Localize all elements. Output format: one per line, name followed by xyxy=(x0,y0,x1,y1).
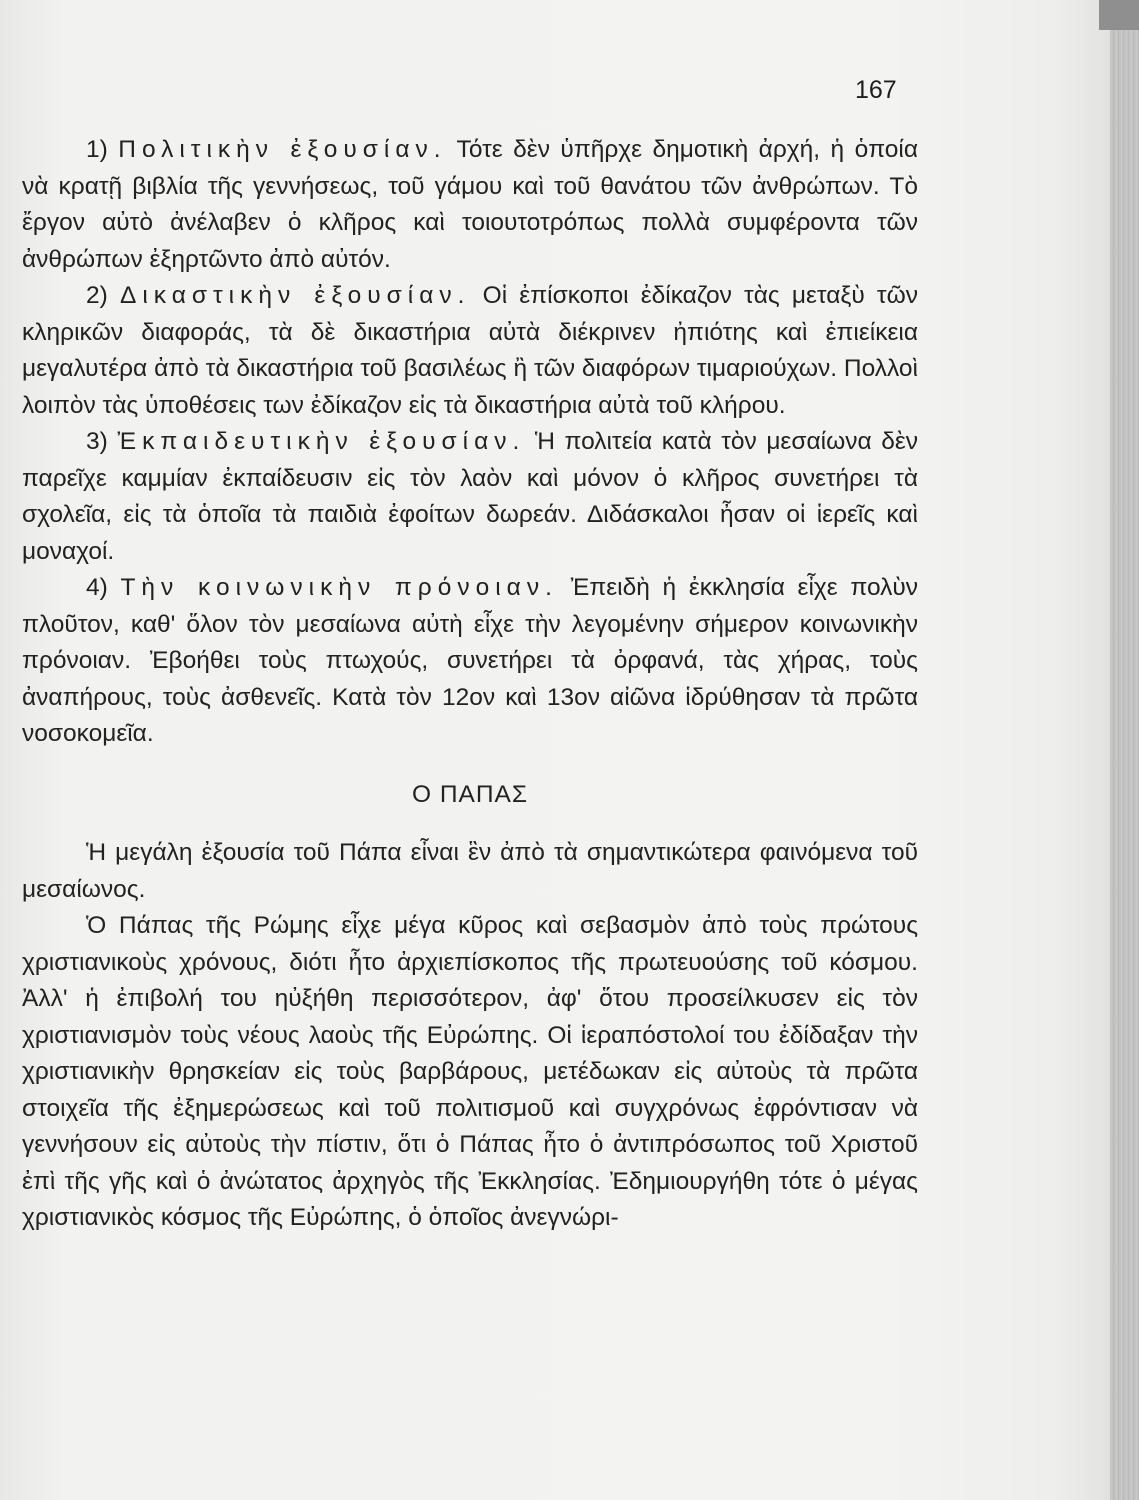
section-term: Δικαστικὴν ἐξουσίαν. xyxy=(119,282,471,309)
book-page-edges xyxy=(1110,0,1139,1500)
section-educational xyxy=(22,424,918,570)
body-paragraph: Ὁ Πάπας τῆς Ρώμης εἶχε μέγα κῦρος καὶ σεβασμὸν ἀπὸ τοὺς πρώτους χριστιανικοὺς χρόνους, διότι ἦτο ἀρχιεπίσκοπος τῆς πρωτευούσης τοῦ κόσμου. Ἀλλ' ἡ ἐπιβολή του ηὐξήθη περισσότερον, ἀφ' ὅτου προσείλκυσεν εἰς τὸν χριστιανισμὸν τοὺς νέους λαοὺς τῆς Εὐρώπης. Οἱ ἱεραπόστολοί του ἐδίδαξαν τὴν χριστιανικὴν θρησκείαν εἰς τοὺς βαρβάρους, μετέδωκαν εἰς αὐτοὺς τὰ πρῶτα στοιχεῖα τῆς ἐξημερώσεως καὶ τοῦ πολιτισμοῦ καὶ συγχρόνως ἐφρόντισαν νὰ γεννήσουν εἰς αὐτοὺς τὴν πίστιν, ὅτι ὁ Πάπας ἦτο ὁ ἀντιπρόσωπος τοῦ Χριστοῦ ἐπὶ τῆς γῆς καὶ ὁ ἀνώτατος ἀρχηγὸς τῆς Ἐκκλησίας. Ἐδημιουργήθη τότε ὁ μέγας χριστιανικὸς κόσμος τῆς Εὐρώπης, ὁ ὁποῖος ἀνεγνώρι- xyxy=(22,912,918,1231)
section-text: Ἐπειδὴ ἡ ἐκκλησία εἶχε πολὺν πλοῦτον, καθ' ὅλον τὸν μεσαίωνα αὐτὴ εἶχε τὴν λεγομένην σήμερον κοινωνικὴν πρόνοιαν. Ἐβοήθει τοὺς πτωχούς, συνετήρει τὰ ὀρφανά, τὰς χήρας, τοὺς ἀναπήρους, τοὺς ἀσθενεῖς. Κατὰ τὸν 12ον καὶ 13ον αἰῶνα ἱδρύθησαν τὰ πρῶτα νοσοκομεῖα. xyxy=(22,574,918,747)
section-number: 4) xyxy=(86,574,121,601)
section-text: Οἱ ἐπίσκοποι ἐδίκαζον τὰς μεταξὺ τῶν κληρικῶν διαφοράς, τὰ δὲ δικαστήρια αὐτὰ διέκρινεν ἠπιότης καὶ ἐπιείκεια μεγαλυτέρα ἀπὸ τὰ δικαστήρια τοῦ βασιλέως ἢ τῶν διαφόρων τιμαριούχων. Πολλοὶ λοιπὸν τὰς ὑποθέσεις των ἐδίκαζον εἰς τὰ δικαστήρια αὐτὰ τοῦ κλήρου. xyxy=(22,282,918,419)
book-binding-shadow xyxy=(1099,0,1139,30)
section-number: 3) xyxy=(86,428,118,455)
section-number: 2) xyxy=(86,282,120,309)
section-text: Ἡ πολιτεία κατὰ τὸν μεσαίωνα δὲν παρεῖχε καμμίαν ἐκπαίδευσιν εἰς τὸν λαὸν καὶ μόνον ὁ κλῆρος συνετήρει τὰ σχολεῖα, εἰς τὰ ὁποῖα τὰ παιδιὰ ἐφοίτων δωρεάν. Διδάσκαλοι ἦσαν οἱ ἱερεῖς καὶ μοναχοί. xyxy=(22,428,918,565)
page-text xyxy=(22,132,918,1237)
section-judicial xyxy=(22,278,918,424)
section-term: Τὴν κοινωνικὴν πρόνοιαν. xyxy=(120,574,558,601)
section-political xyxy=(22,132,918,278)
section-term: Ἐκπαιδευτικὴν ἐξουσίαν. xyxy=(117,428,526,455)
section-term: Πολιτικὴν ἐξουσίαν. xyxy=(118,136,447,163)
chapter-heading: Ο ΠΑΠΑΣ xyxy=(411,780,529,808)
body-paragraph: Ἡ μεγάλη ἐξουσία τοῦ Πάπα εἶναι ἓν ἀπὸ τὰ σημαντικώτερα φαινόμενα τοῦ μεσαίωνος. xyxy=(22,839,918,903)
section-text: Τότε δὲν ὑπῆρχε δημοτικὴ ἀρχή, ἡ ὁποία νὰ κρατῇ βιβλία τῆς γεννήσεως, τοῦ γάμου καὶ τοῦ θανάτου τῶν ἀνθρώπων. Τὸ ἔργον αὐτὸ ἀνέλαβεν ὁ κλῆρος καὶ τοιουτοτρόπως πολλὰ συμφέροντα τῶν ἀνθρώπων ἐξηρτῶντο ἀπὸ αὐτόν. xyxy=(22,136,918,273)
section-social-welfare xyxy=(22,570,918,753)
section-number: 1) xyxy=(86,136,119,163)
page-number: 167 xyxy=(855,76,897,104)
